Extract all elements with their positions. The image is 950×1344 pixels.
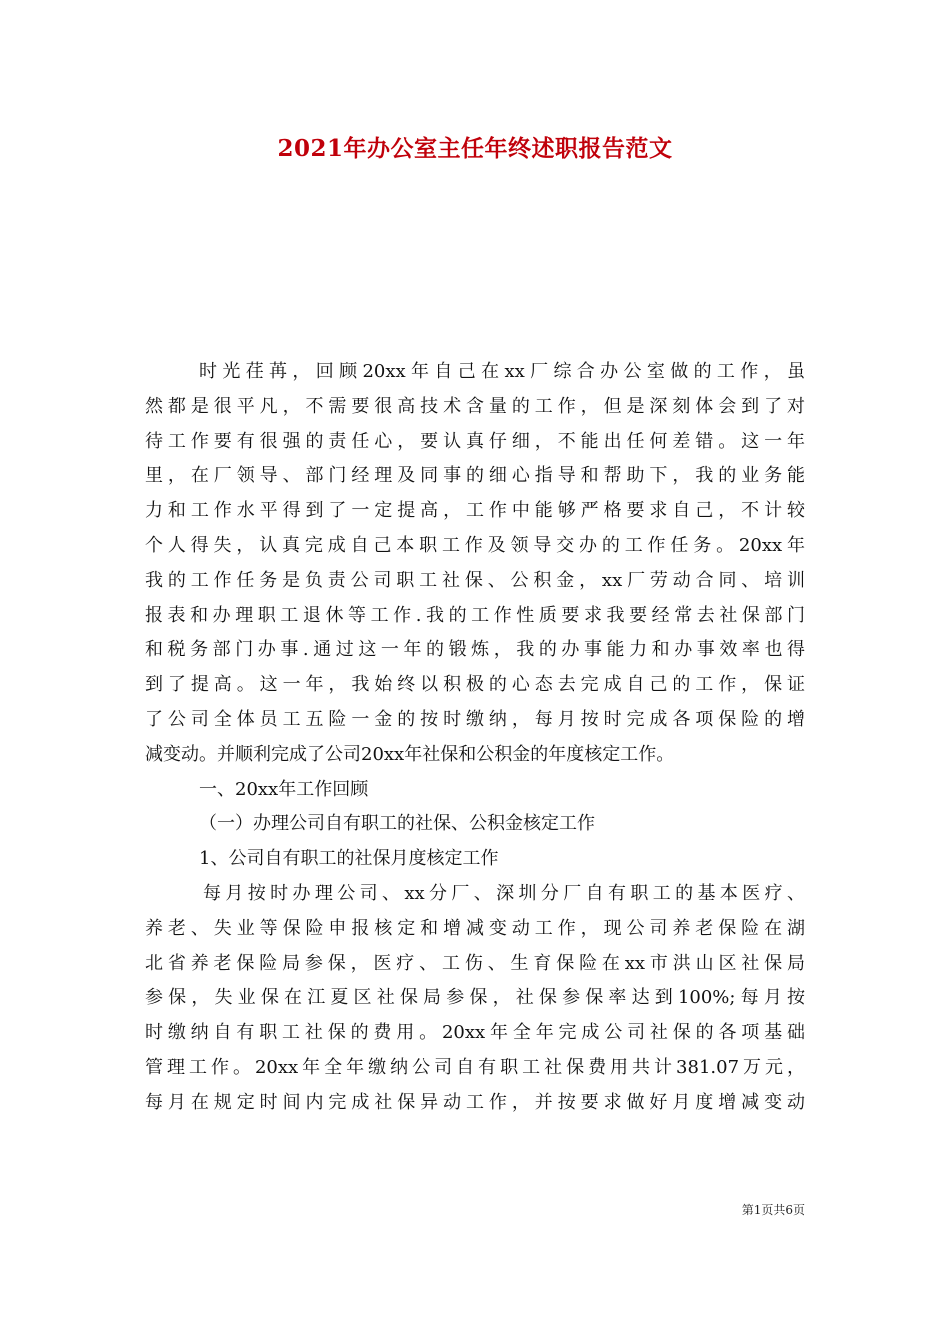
document-title: 2021年办公室主任年终述职报告范文 bbox=[277, 135, 673, 162]
paragraph-line: 报表和办理职工退休等工作.我的工作性质要求我要经常去社保部门 bbox=[145, 604, 805, 626]
section-heading: 一、20xx年工作回顾 bbox=[199, 778, 369, 800]
page-number: 第1页共6页 bbox=[741, 1203, 805, 1217]
paragraph-line: 力和工作水平得到了一定提高，工作中能够严格要求自己，不计较 bbox=[145, 500, 805, 522]
paragraph-line: 我的工作任务是负责公司职工社保、公积金，xx厂劳动合同、培训 bbox=[145, 569, 805, 591]
paragraph-line: 了公司全体员工五险一金的按时缴纳，每月按时完成各项保险的增 bbox=[145, 708, 805, 730]
paragraph-line: 北省养老保险局参保，医疗、工伤、生育保险在xx市洪山区社保局 bbox=[145, 952, 805, 974]
paragraph-line: 管理工作。20xx年全年缴纳公司自有职工社保费用共计381.07万元， bbox=[145, 1056, 805, 1078]
paragraph-line: 到了提高。这一年，我始终以积极的心态去完成自己的工作，保证 bbox=[145, 674, 805, 696]
paragraph-line: 待工作要有很强的责任心，要认真仔细，不能出任何差错。这一年 bbox=[145, 430, 805, 452]
paragraph-line: 然都是很平凡，不需要很高技术含量的工作，但是深刻体会到了对 bbox=[145, 395, 805, 417]
paragraph-line: 减变动。并顺利完成了公司20xx年社保和公积金的年度核定工作。 bbox=[145, 743, 675, 765]
paragraph-line: 个人得失，认真完成自己本职工作及领导交办的工作任务。20xx年 bbox=[145, 534, 805, 556]
item-heading: 1、公司自有职工的社保月度核定工作 bbox=[199, 848, 499, 870]
paragraph-line: 和税务部门办事.通过这一年的锻炼，我的办事能力和办事效率也得 bbox=[145, 639, 805, 661]
document-body bbox=[145, 355, 805, 1121]
subsection-heading: （一）办理公司自有职工的社保、公积金核定工作 bbox=[199, 813, 595, 835]
paragraph-line: 每月在规定时间内完成社保异动工作，并按要求做好月度增减变动 bbox=[145, 1091, 805, 1113]
paragraph-line: 参保，失业保在江夏区社保局参保，社保参保率达到100%;每月按 bbox=[145, 987, 805, 1009]
paragraph-line: 里，在厂领导、部门经理及同事的细心指导和帮助下，我的业务能 bbox=[145, 465, 805, 487]
paragraph-line: 时光荏苒，回顾20xx年自己在xx厂综合办公室做的工作，虽 bbox=[199, 361, 805, 382]
paragraph-line: 每月按时办理公司、xx分厂、深圳分厂自有职工的基本医疗、 bbox=[203, 882, 805, 904]
paragraph-line: 时缴纳自有职工社保的费用。20xx年全年完成公司社保的各项基础 bbox=[145, 1022, 805, 1044]
paragraph-line: 养老、失业等保险申报核定和增减变动工作，现公司养老保险在湖 bbox=[145, 917, 805, 939]
